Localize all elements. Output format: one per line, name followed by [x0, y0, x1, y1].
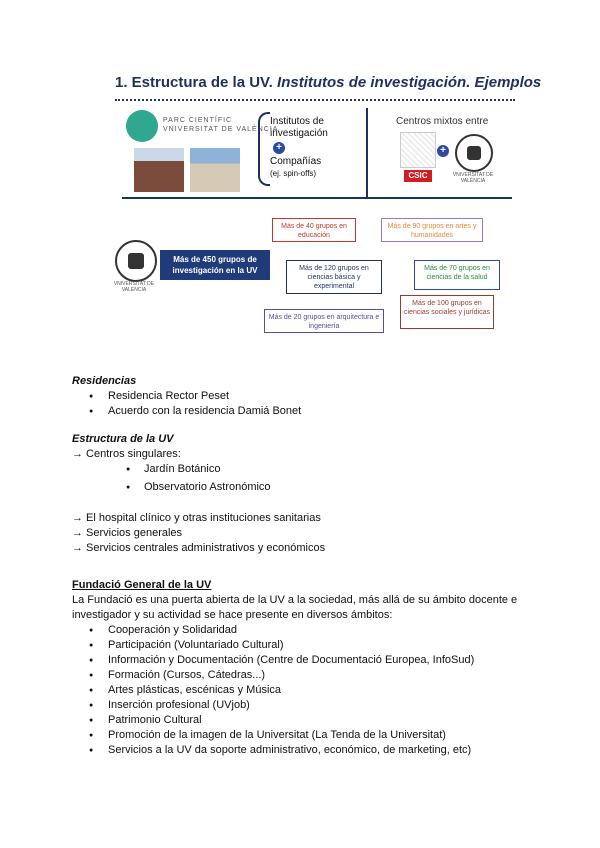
centros-mixtos-label: Centros mixtos entre [396, 116, 489, 127]
brace-icon [258, 112, 270, 186]
parc-line2: VNIVERSITAT DE VALÈNCIA [163, 126, 279, 133]
csic-badge: CSIC [404, 170, 432, 182]
residencias-section [72, 374, 301, 419]
box-artes: Más de 90 grupos en artes y humanidades [381, 218, 483, 242]
list-item: ● Artes plásticas, escénicas y Música [72, 683, 517, 698]
residencias-list [72, 389, 301, 419]
list-item: ● Jardín Botánico [72, 462, 325, 477]
list-item: ● Inserción profesional (UVjob) [72, 698, 517, 713]
box-ciencias-basica: Más de 120 grupos en ciencias básica y experimental [286, 260, 382, 294]
uv-seal-large-icon [115, 240, 157, 282]
box-educacion: Más de 40 grupos en educación [272, 218, 356, 242]
list-item: ● Acuerdo con la residencia Damiá Bonet [72, 404, 301, 419]
uv-seal-caption: VNIVERSITAT DE VALÈNCIA [452, 172, 494, 184]
fundacio-list [72, 623, 517, 758]
uv-seal-large-caption: VNIVERSITAT DE VALÈNCIA [113, 281, 155, 293]
institutos-label: Institutos de investigación [270, 116, 328, 139]
title-divider [115, 99, 515, 101]
fundacio-paragraph-1: La Fundació es una puerta abierta de la UV a la sociedad, más allá de su ámbito docente e [72, 594, 518, 606]
list-item: ● Observatorio Astronómico [72, 480, 325, 495]
centros-list [72, 462, 325, 495]
box-arquitectura: Más de 20 grupos en arquitectura e ingeniería [264, 309, 384, 333]
building-photo-2 [190, 148, 240, 192]
fundacio-heading: Fundació General de la UV [72, 579, 212, 591]
list-item: ● Participación (Voluntariado Cultural) [72, 638, 517, 653]
slide-title-italic: Institutos de investigación. Ejemplos [277, 74, 542, 91]
residencias-heading: Residencias [72, 375, 137, 387]
companias-sub: (ej. spin-offs) [270, 169, 317, 178]
list-item: ● Residencia Rector Peset [72, 389, 301, 404]
box-salud: Más de 70 grupos en ciencias de la salud [414, 260, 500, 290]
companias-title: Compañías [270, 156, 322, 167]
main-groups-box: Más de 450 grupos de investigación en la UV [160, 250, 270, 280]
fundacio-paragraph-2: investigador y su actividad se hace presente en diversos ámbitos: [72, 609, 393, 621]
building-photo-1 [134, 148, 184, 192]
companias-label [270, 156, 321, 180]
parc-line1: PARC CIENTÍFIC [163, 117, 233, 124]
centros-singulares: → Centros singulares: [72, 448, 181, 460]
list-item: ● Patrimonio Cultural [72, 713, 517, 728]
fundacio-section [72, 578, 517, 758]
horizontal-divider [122, 197, 512, 199]
vertical-divider [366, 108, 368, 198]
estructura-section [72, 432, 325, 556]
estructura-line: → Servicios generales [72, 527, 183, 539]
estructura-line: → Servicios centrales administrativos y económicos [72, 542, 326, 554]
slide-title-num: 1. Estructura de la UV. [115, 74, 273, 91]
plus-icon: + [437, 145, 449, 157]
box-sociales: Más de 100 grupos en ciencias sociales y jurídicas [400, 295, 494, 329]
slide-title [115, 74, 541, 91]
list-item: ● Información y Documentación (Centre de Documentació Europea, InfoSud) [72, 653, 517, 668]
list-item: ● Servicios a la UV da soporte administrativo, económico, de marketing, etc) [72, 743, 517, 758]
list-item: ● Promoción de la imagen de la Universitat (La Tenda de la Universitat) [72, 728, 517, 743]
estructura-line: → El hospital clínico y otras instituciones sanitarias [72, 512, 321, 524]
plus-icon: + [273, 142, 285, 154]
list-item: ● Cooperación y Solidaridad [72, 623, 517, 638]
uv-seal-icon [455, 134, 493, 172]
estructura-heading: Estructura de la UV [72, 433, 174, 445]
csic-logo-icon [400, 132, 436, 168]
parc-cientific-logo-icon [126, 110, 158, 142]
list-item: ● Formación (Cursos, Cátedras...) [72, 668, 517, 683]
